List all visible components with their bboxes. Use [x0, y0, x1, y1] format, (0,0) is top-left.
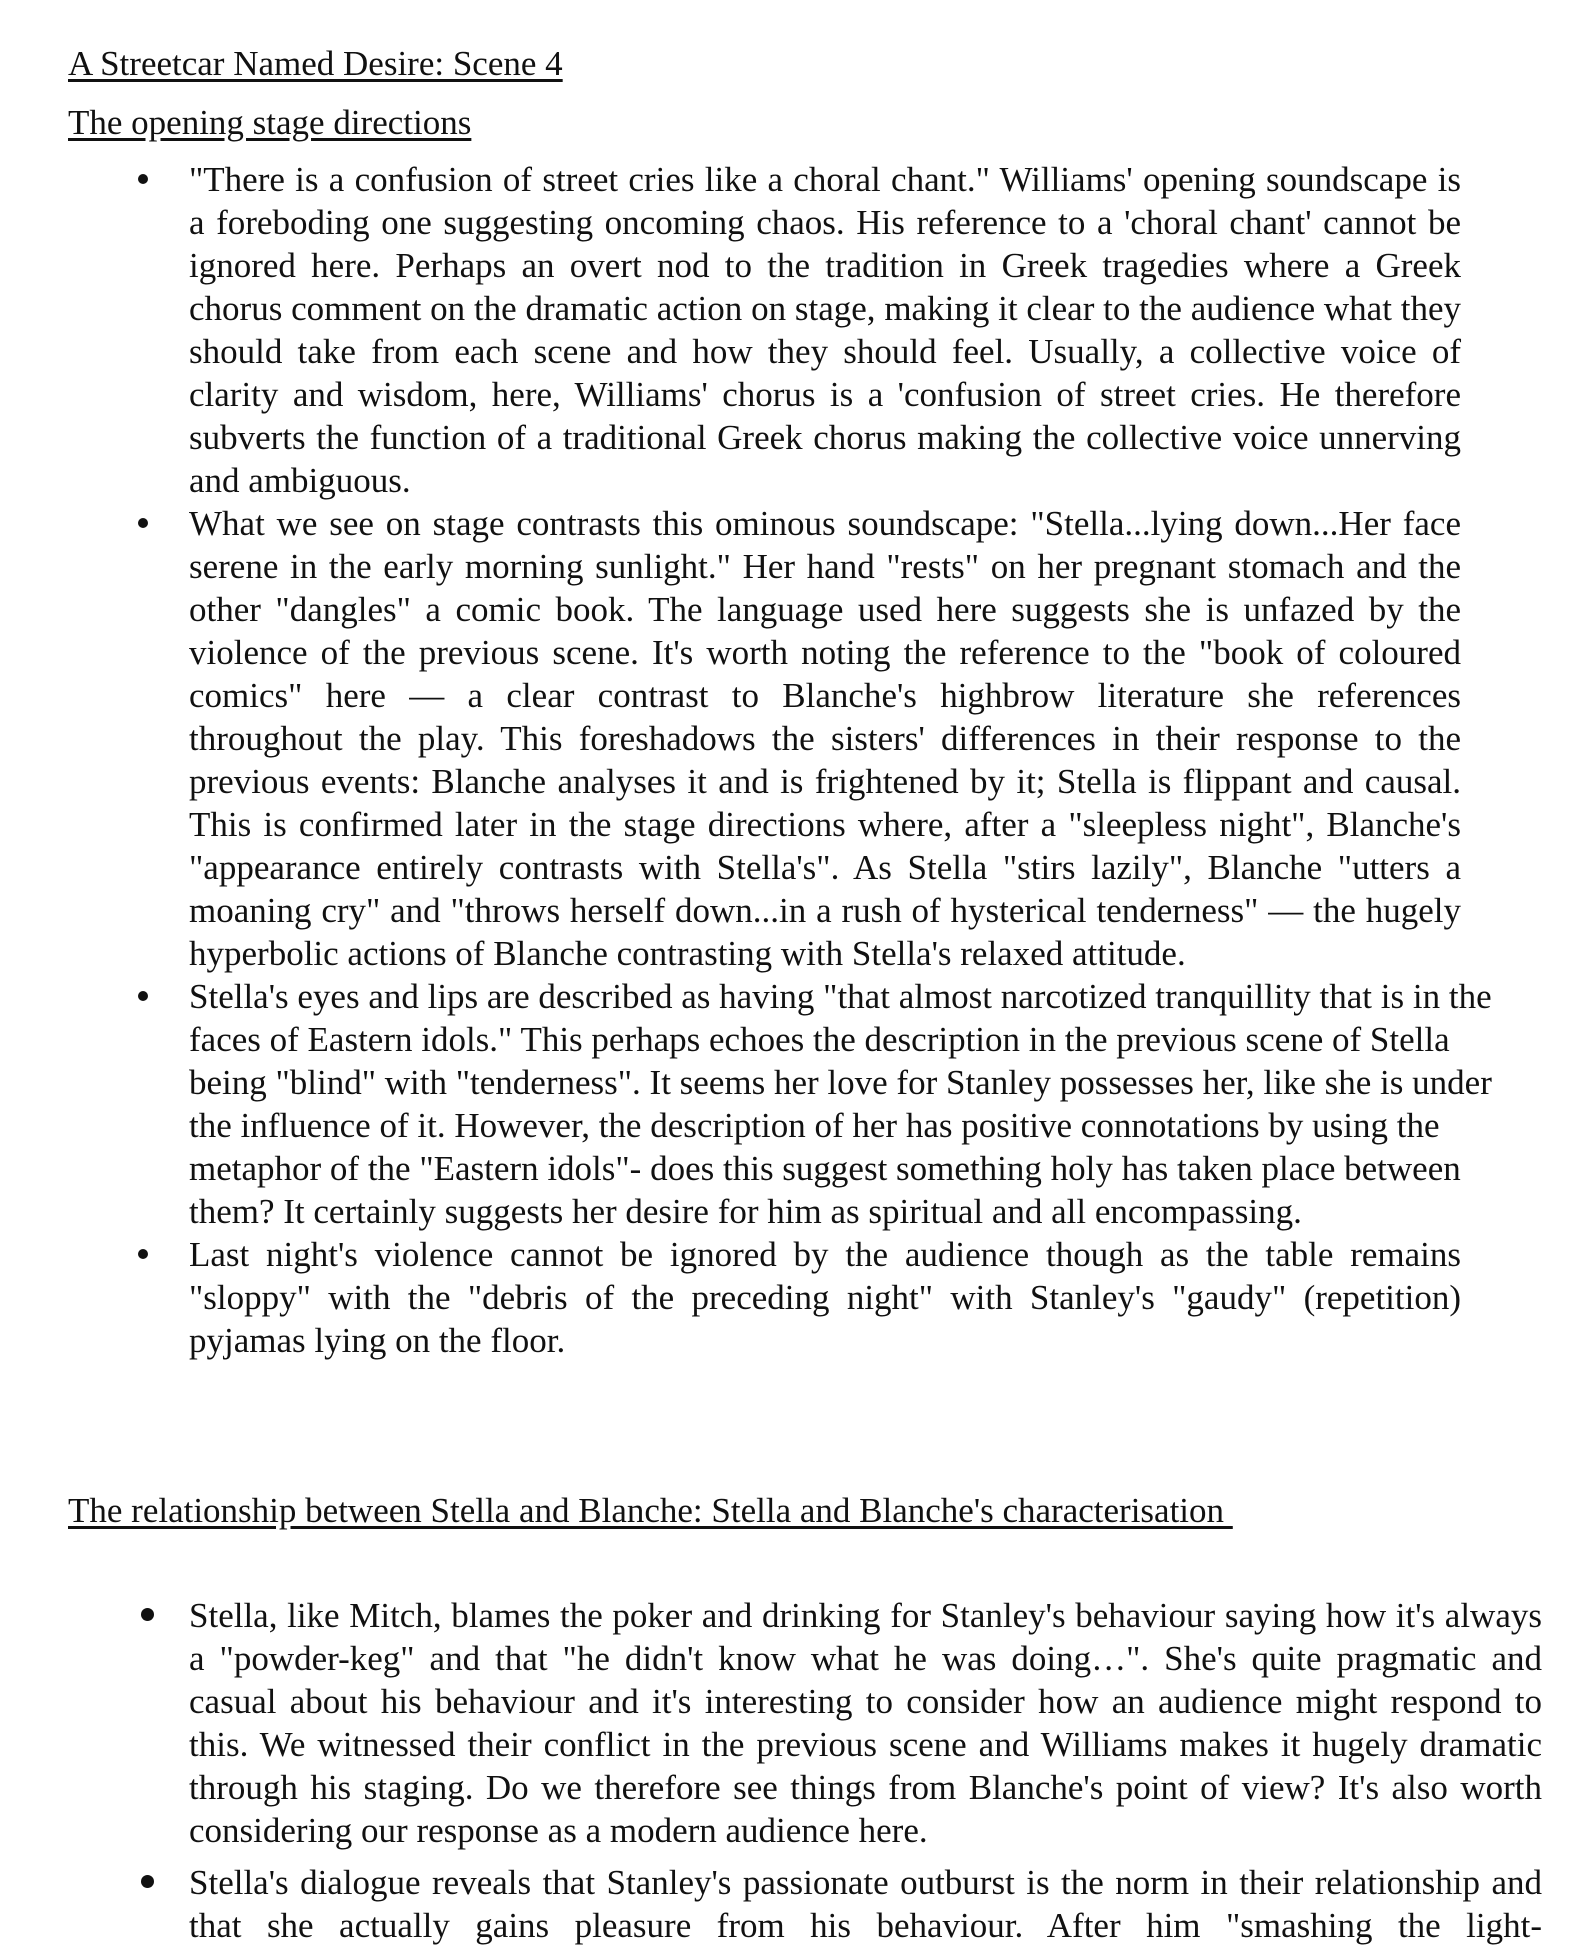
list-item-text: Last night's violence cannot be ignored by the audience though as the table remains "sloppy" with the "debris of the preceding night" with Stanley's "gaudy" (repetition) pyjamas lying on the floor. — [189, 1235, 1461, 1360]
list-item-text: "There is a confusion of street cries like a choral chant." Williams' opening soundscape is a foreboding one suggesting oncoming chaos. His reference to a 'choral chant' cannot be ignored here. Perhaps an overt nod to the tradition in Greek tragedies where a Greek chorus comment on the dramatic action on stage, making it clear to the audience what they should take from each scene and how they should feel. Usually, a collective voice of clarity and wisdom, here, Williams' chorus is a 'confusion of street cries. He therefore subverts the function of a traditional Greek chorus making the collective voice unnerving and ambiguous. — [189, 160, 1461, 500]
list-item — [189, 1861, 1542, 1947]
list-item — [189, 1594, 1542, 1852]
document-title: A Streetcar Named Desire: Scene 4 — [68, 44, 563, 83]
list-item — [189, 502, 1461, 975]
list-item — [189, 158, 1461, 502]
list-item-text: What we see on stage contrasts this ominous soundscape: "Stella...lying down...Her face serene in the early morning sunlight." Her hand "rests" on her pregnant stomach and the other "dangles" a comic book. The language used here suggests she is unfazed by the violence of the previous scene. It's worth noting the reference to the "book of coloured comics" here — a clear contrast to Blanche's highbrow literature she references throughout the play. This foreshadows the sisters' differences in their response to the previous events: Blanche analyses it and is frightened by it; Stella is flippant and causal. This is confirmed later in the stage directions where, after a "sleepless night", Blanche's "appearance entirely contrasts with Stella's". As Stella "stirs lazily", Blanche "utters a moaning cry" and "throws herself down...in a rush of hysterical tenderness" — the hugely hyperbolic actions of Blanche contrasting with Stella's relaxed attitude. — [189, 504, 1461, 973]
section-heading-relationship: The relationship between Stella and Blanche: Stella and Blanche's characterisation — [68, 1491, 1233, 1530]
bullet-list-relationship — [189, 1594, 1542, 1947]
bullet-icon — [138, 1249, 148, 1259]
list-item — [189, 1233, 1461, 1362]
bullet-list-opening-stage-directions — [189, 158, 1492, 1362]
section-heading-opening-stage-directions: The opening stage directions — [68, 103, 472, 142]
bullet-icon — [138, 518, 148, 528]
list-item — [189, 975, 1520, 1233]
bullet-icon — [138, 174, 148, 184]
bullet-icon — [138, 991, 148, 1001]
list-item-text: Stella, like Mitch, blames the poker and drinking for Stanley's behaviour saying how it's always a "powder-keg" and that "he didn't know what he was doing…". She's quite pragmatic and casual about his behaviour and it's interesting to consider how an audience might respond to this. We witnessed their conflict in the previous scene and Williams makes it hugely dramatic through his staging. Do we therefore see things from Blanche's point of view? It's also worth considering our response as a modern audience here. — [189, 1596, 1542, 1850]
bullet-icon — [141, 1875, 154, 1888]
bullet-icon — [141, 1608, 154, 1621]
list-item-text: Stella's dialogue reveals that Stanley's passionate outburst is the norm in their relationship and that she actually gains pleasure from his behaviour. After him "smashing the light- — [189, 1863, 1542, 1945]
list-item-text: Stella's eyes and lips are described as having "that almost narcotized tranquillity that is in the faces of Eastern idols." This perhaps echoes the description in the previous scene of Stella being "blind" with "tenderness". It seems her love for Stanley possesses her, like she is under the influence of it. However, the description of her has positive connotations by using the metaphor of the "Eastern idols"- does this suggest something holy has taken place between them? It certainly suggests her desire for him as spiritual and all encompassing. — [189, 977, 1492, 1231]
